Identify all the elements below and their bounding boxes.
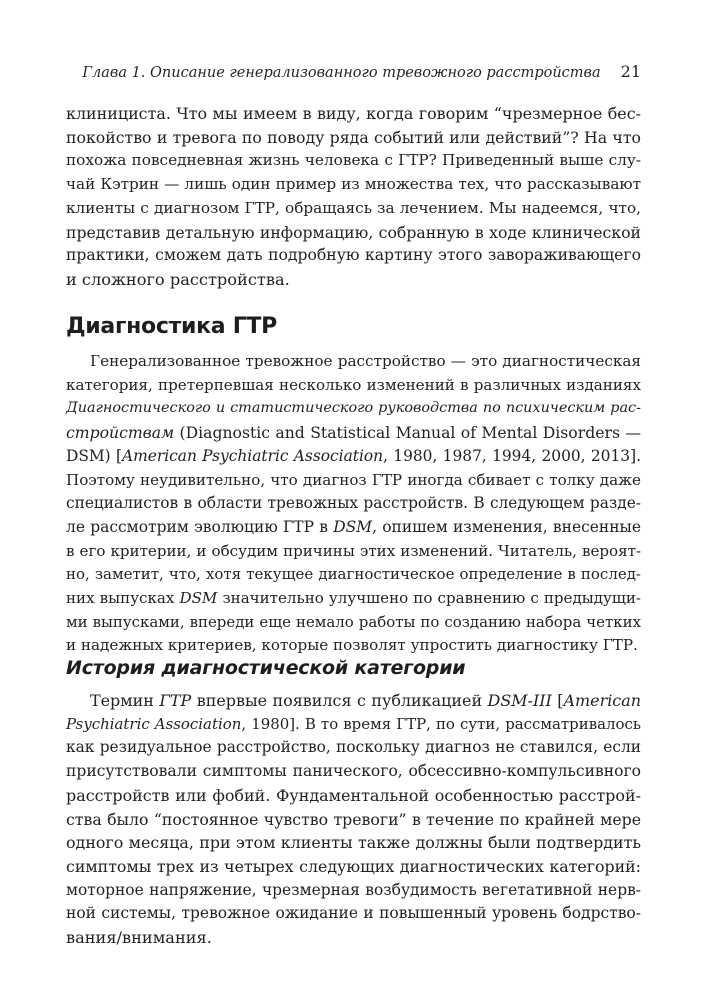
text-line: но, заметит, что, хотя текущее диагностическое определение в послед-	[66, 565, 641, 584]
dsm-term: DSM	[333, 517, 373, 536]
dsm-title-italic: стройствам	[66, 423, 175, 443]
text-span: них выпусках	[66, 589, 180, 608]
gad-term: ГТР	[159, 691, 192, 710]
text-line: и надежных критериев, которые позволят упростить диагностику ГТР.	[66, 636, 638, 655]
text-line	[66, 421, 641, 445]
text-span: впервые появился с публикацией	[191, 691, 488, 710]
subsection-heading: История диагностической категории	[66, 657, 466, 679]
text-line	[66, 516, 641, 540]
text-line: присутствовали симптомы панического, обсессивно-компульсивного	[66, 762, 641, 781]
text-span: [	[551, 691, 564, 710]
dsm-term: DSM	[179, 589, 218, 608]
text-line: расстройств или фобий. Фундаментальной особенностью расстрой-	[66, 785, 641, 805]
text-line: представив детальную информацию, собранную в ходе клинической	[66, 222, 641, 242]
text-line: клинициста. Что мы имеем в виду, когда говорим “чрезмерное бес-	[66, 104, 641, 123]
text-line	[66, 587, 641, 611]
diagnosis-paragraph	[66, 350, 641, 658]
text-line	[66, 445, 641, 469]
text-line: и сложного расстройства.	[66, 269, 290, 289]
text-line: клиенты с диагнозом ГТР, обращаясь за лечением. Мы надеемся, что,	[66, 198, 641, 217]
text-line: специалистов в области тревожных расстройств. В следующем разде-	[66, 494, 641, 513]
running-header	[66, 62, 641, 81]
text-span: Термин	[90, 691, 160, 710]
citation-author: American	[563, 691, 641, 710]
text-span: DSM) [	[66, 446, 122, 465]
text-line: ства было “постоянное чувство тревоги” в течение по крайней мере	[66, 809, 641, 829]
text-line: как резидуальное расстройство, поскольку диагноз не ставился, если	[66, 738, 641, 757]
text-line: моторное напряжение, чрезмерная возбудимость вегетативной нерв-	[66, 880, 641, 899]
text-span: ле рассмотрим эволюцию ГТР в	[66, 517, 334, 536]
text-span: , 1980]. В то время ГТР, по сути, рассматривалось	[241, 714, 641, 733]
text-line: Генерализованное тревожное расстройство — это диагностическая	[90, 352, 641, 370]
text-line: категория, претерпевшая несколько изменений в различных изданиях	[66, 375, 641, 394]
text-line: чай Кэтрин — лишь один пример из множества тех, что рассказывают	[66, 175, 641, 194]
chapter-title: Глава 1. Описание генерализованного тревожного расстройства	[82, 65, 601, 81]
text-span: значительно улучшено по сравнению с предыдущи-	[217, 589, 641, 608]
citation-author: Psychiatric Association	[66, 714, 242, 733]
text-line: покойство и тревога по поводу ряда событий или действий”? На что	[66, 127, 641, 147]
citation-author: American Psychiatric Association	[122, 446, 384, 465]
page-number: 21	[620, 62, 641, 81]
text-span: , 1980, 1987, 1994, 2000, 2013].	[383, 446, 641, 465]
text-line: Диагностического и статистического руководства по психическим рас-	[66, 400, 641, 417]
section-heading: Диагностика ГТР	[66, 314, 277, 339]
opening-paragraph	[66, 102, 641, 292]
dsm-iii-term: DSM-III	[487, 691, 552, 710]
text-line: Поэтому неудивительно, что диагноз ГТР иногда сбивает с толку даже	[66, 470, 641, 489]
history-paragraph	[66, 689, 641, 950]
text-line: симптомы трех из четырех следующих диагностических категорий:	[66, 856, 641, 876]
text-line: в его критерии, и обсудим причины этих изменений. Читатель, вероят-	[66, 541, 641, 560]
text-span: , опишем изменения, внесенные	[372, 517, 641, 536]
text-line	[66, 689, 641, 713]
text-line: практики, сможем дать подробную картину этого завораживающего	[66, 246, 641, 265]
text-span: (Diagnostic and Statistical Manual of Mental Disorders —	[174, 423, 641, 443]
text-line: ной системы, тревожное ожидание и повышенный уровень бодрство-	[66, 904, 641, 923]
text-line: одного месяца, при этом клиенты также должны были подтвердить	[66, 833, 641, 853]
text-line: похожа повседневная жизнь человека с ГТР? Приведенный выше слу-	[66, 151, 641, 170]
text-line: вания/внимания.	[66, 928, 212, 948]
text-line	[66, 713, 641, 737]
text-line: ми выпусками, впереди еще немало работы по созданию набора четких	[66, 612, 641, 631]
